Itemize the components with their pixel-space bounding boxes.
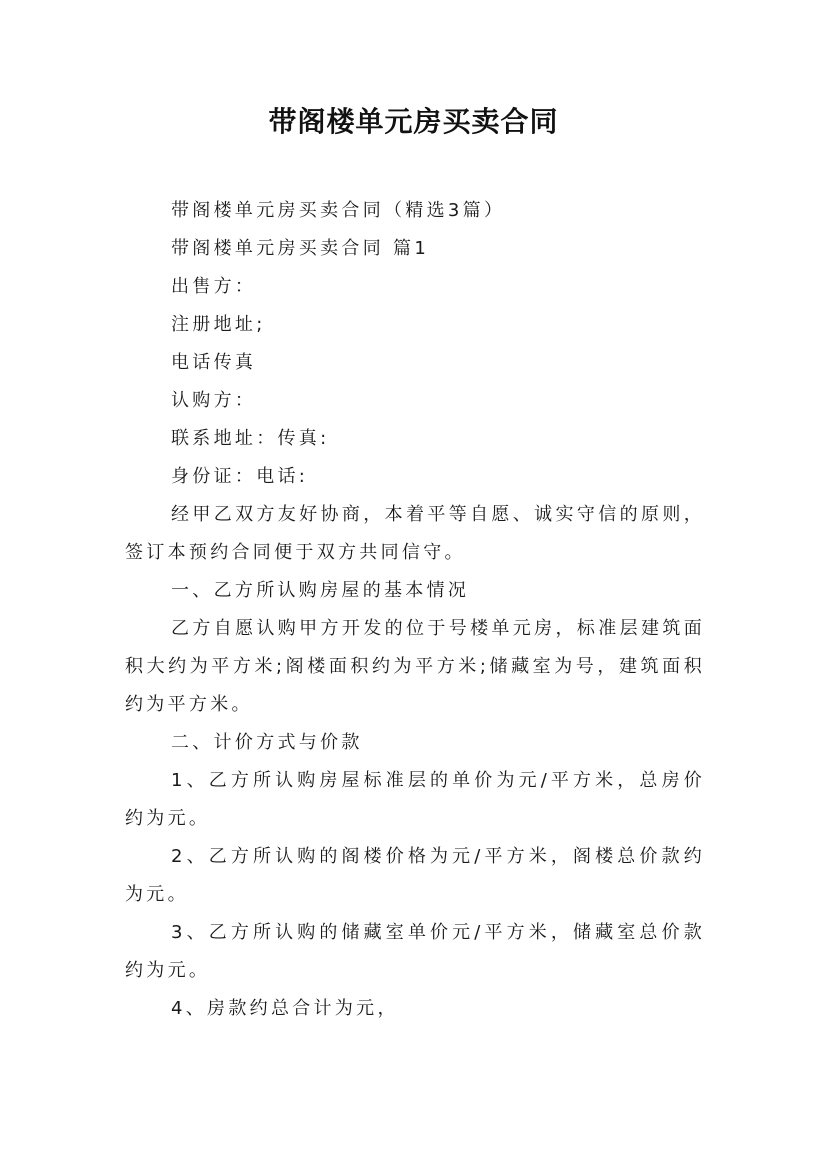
clause-two-item-1: 1、乙方所认购房屋标准层的单价为元/平方米，总房价约为元。 — [125, 770, 705, 829]
clause-two-item-4: 4、房款约总合计为元， — [171, 998, 399, 1019]
clause-one-heading: 一、乙方所认购房屋的基本情况 — [171, 580, 470, 601]
agreement-paragraph: 经甲乙双方友好协商，本着平等自愿、诚实守信的原则，签订本预约合同便于双方共同信守。 — [125, 504, 705, 563]
clause-two-item-3: 3、乙方所认购的储藏室单价元/平方米，储藏室总价款约为元。 — [125, 922, 705, 981]
clause-two-item-2: 2、乙方所认购的阁楼价格为元/平方米，阁楼总价款约为元。 — [125, 846, 705, 905]
document-title: 带阁楼单元房买卖合同 — [268, 105, 559, 138]
id-phone-label: 身份证：电话: — [171, 466, 309, 487]
document-body — [125, 192, 705, 1028]
seller-label: 出售方： — [171, 276, 257, 297]
phone-fax-label: 电话传真 — [171, 352, 257, 373]
section-heading: 带阁楼单元房买卖合同 篇1 — [171, 238, 430, 259]
buyer-label: 认购方： — [171, 390, 257, 411]
registered-address-label: 注册地址; — [171, 314, 266, 335]
clause-one-text: 乙方自愿认购甲方开发的位于号楼单元房，标准层建筑面积大约为平方米;阁楼面积约为平方米;储藏室为号，建筑面积约为平方米。 — [125, 618, 705, 715]
contact-address-label: 联系地址：传真: — [171, 428, 330, 449]
clause-two-heading: 二、计价方式与价款 — [171, 732, 363, 753]
subtitle-paragraph: 带阁楼单元房买卖合同（精选3篇） — [171, 200, 506, 221]
